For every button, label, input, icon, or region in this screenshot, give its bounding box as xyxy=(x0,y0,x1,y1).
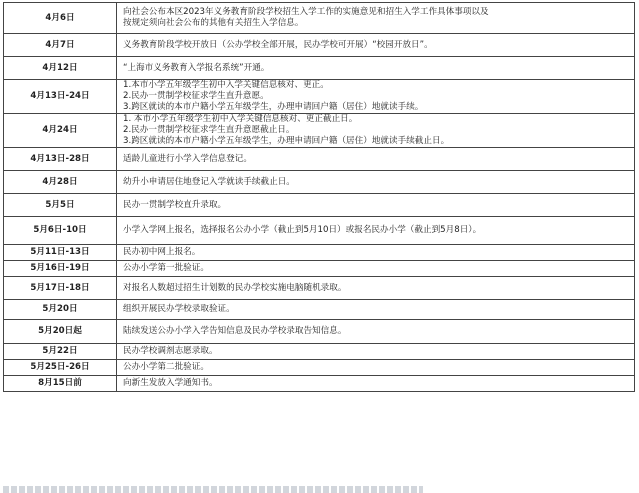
schedule-date: 5月11日-13日 xyxy=(4,245,117,261)
cropped-footer-text xyxy=(3,486,433,493)
schedule-event xyxy=(117,217,635,245)
schedule-event-line: 民办学校调剂志愿录取。 xyxy=(123,346,218,356)
schedule-event xyxy=(117,245,635,261)
schedule-row xyxy=(4,171,635,194)
schedule-event xyxy=(117,114,635,148)
schedule-event xyxy=(117,194,635,217)
schedule-row xyxy=(4,344,635,360)
schedule-row xyxy=(4,261,635,277)
schedule-event xyxy=(117,360,635,376)
footer-fragment xyxy=(3,486,423,493)
schedule-event-line: 陆续发送公办小学入学告知信息及民办学校录取告知信息。 xyxy=(123,326,347,336)
schedule-event-line: 按规定须向社会公布的其他有关招生入学信息。 xyxy=(123,18,304,28)
schedule-date: 5月20日起 xyxy=(4,320,117,344)
schedule-event-line: “上海市义务教育入学报名系统”开通。 xyxy=(123,62,270,73)
schedule-date: 4月7日 xyxy=(4,34,117,57)
schedule-row xyxy=(4,57,635,80)
schedule-event-line: 公办小学第二批验证。 xyxy=(123,362,209,372)
schedule-event-line: 组织开展民办学校录取验证。 xyxy=(123,304,235,314)
schedule-date: 5月20日 xyxy=(4,300,117,320)
schedule-event-line: 小学入学网上报名，选择报名公办小学（截止到5月10日）或报名民办小学（截止到5月8日）。 xyxy=(123,225,482,235)
schedule-event-line: 3.跨区就读的本市户籍小学五年级学生，办理申请回户籍（居住）地就读手续。 xyxy=(123,102,424,112)
schedule-event-line: 适龄儿童进行小学入学信息登记。 xyxy=(123,153,252,164)
schedule-row xyxy=(4,300,635,320)
schedule-date: 4月24日 xyxy=(4,114,117,148)
schedule-event-line: 对报名人数超过招生计划数的民办学校实施电脑随机录取。 xyxy=(123,282,347,293)
schedule-event xyxy=(117,261,635,277)
schedule-event-line: 向新生发放入学通知书。 xyxy=(123,378,218,388)
schedule-date: 5月17日-18日 xyxy=(4,277,117,300)
schedule-event xyxy=(117,171,635,194)
schedule-date: 5月5日 xyxy=(4,194,117,217)
schedule-row xyxy=(4,148,635,171)
schedule-event xyxy=(117,34,635,57)
schedule-date: 4月12日 xyxy=(4,57,117,80)
schedule-event-line: 1. 本市小学五年级学生初中入学关键信息核对、更正截止日。 xyxy=(123,114,358,124)
schedule-event xyxy=(117,3,635,34)
schedule-event xyxy=(117,80,635,114)
schedule-row xyxy=(4,194,635,217)
schedule-event-line: 1.本市小学五年级学生初中入学关键信息核对、更正。 xyxy=(123,80,329,90)
schedule-date: 4月6日 xyxy=(4,3,117,34)
schedule-event xyxy=(117,320,635,344)
schedule-date: 8月15日前 xyxy=(4,376,117,392)
schedule-date: 5月22日 xyxy=(4,344,117,360)
schedule-event xyxy=(117,148,635,171)
schedule-row xyxy=(4,3,635,34)
schedule-event-line: 民办初中网上报名。 xyxy=(123,247,201,257)
schedule-event-line: 民办一贯制学校直升录取。 xyxy=(123,199,227,210)
schedule-event-line: 幼升小申请居住地登记入学就读手续截止日。 xyxy=(123,176,295,187)
schedule-event xyxy=(117,344,635,360)
schedule-row xyxy=(4,376,635,392)
schedule-date: 4月13日-28日 xyxy=(4,148,117,171)
schedule-row xyxy=(4,245,635,261)
schedule-row xyxy=(4,80,635,114)
schedule-row xyxy=(4,34,635,57)
schedule-row xyxy=(4,217,635,245)
schedule-event-line: 公办小学第一批验证。 xyxy=(123,263,209,273)
schedule-date: 4月13日-24日 xyxy=(4,80,117,114)
schedule-row xyxy=(4,320,635,344)
schedule-event xyxy=(117,57,635,80)
schedule-date: 5月16日-19日 xyxy=(4,261,117,277)
schedule-event-line: 2.民办一贯制学校征求学生直升意愿截止日。 xyxy=(123,125,295,135)
enrollment-schedule-table xyxy=(3,2,635,392)
schedule-date: 5月25日-26日 xyxy=(4,360,117,376)
schedule-row xyxy=(4,360,635,376)
schedule-event xyxy=(117,300,635,320)
schedule-date: 5月6日-10日 xyxy=(4,217,117,245)
schedule-event-line: 向社会公布本区2023年义务教育阶段学校招生入学工作的实施意见和招生入学工作具体事项以及 xyxy=(123,7,489,17)
schedule-event xyxy=(117,376,635,392)
schedule-event-line: 义务教育阶段学校开放日（公办学校全部开展，民办学校可开展）“校园开放日”。 xyxy=(123,39,433,50)
schedule-row xyxy=(4,277,635,300)
schedule-event-line: 2.民办一贯制学校征求学生直升意愿。 xyxy=(123,91,269,101)
schedule-date: 4月28日 xyxy=(4,171,117,194)
schedule-event-line: 3.跨区就读的本市户籍小学五年级学生，办理申请回户籍（居住）地就读手续截止日。 xyxy=(123,136,450,146)
schedule-body xyxy=(4,3,635,392)
schedule-event xyxy=(117,277,635,300)
schedule-row xyxy=(4,114,635,148)
